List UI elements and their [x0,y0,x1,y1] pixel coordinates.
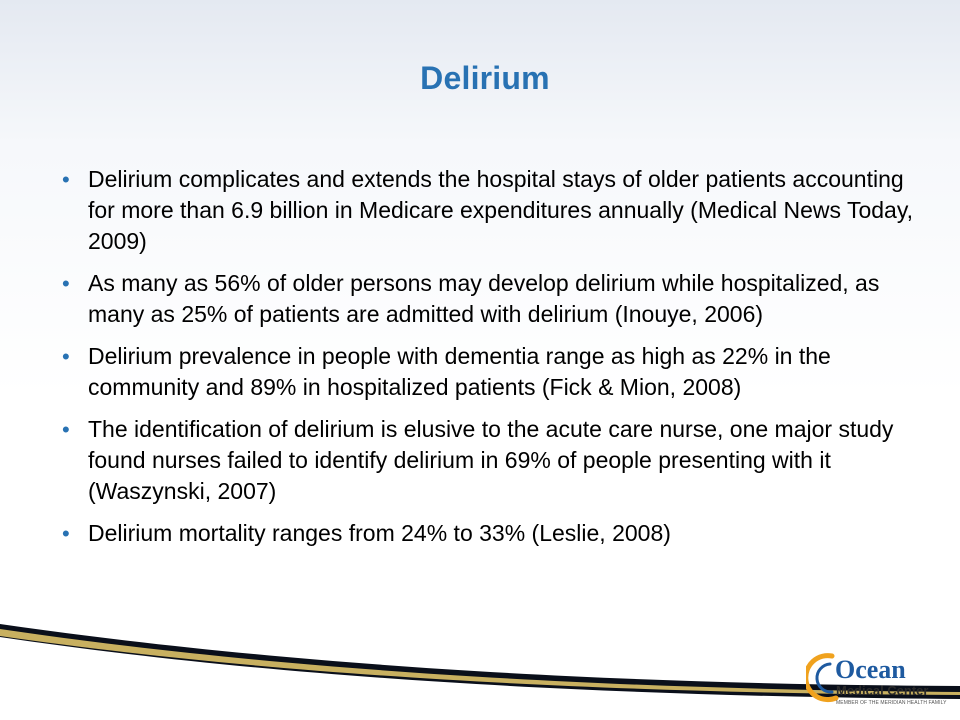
bullet-text: Delirium prevalence in people with dementia range as high as 22% in the community and 89% in hospitalized patients (Fick & Mion, 2008) [88,343,831,400]
bullet-item [62,341,920,403]
bullet-dot-icon: • [62,167,70,192]
bullet-item [62,414,920,507]
bullet-dot-icon: • [62,521,70,546]
logo-subtitle: Medical Center [836,683,929,698]
bullet-dot-icon: • [62,344,70,369]
logo-name: Ocean [835,655,906,684]
bullet-text: As many as 56% of older persons may develop delirium while hospitalized, as many as 25% of patients are admitted with delirium (Inouye, 2006) [88,270,880,327]
bullet-text: Delirium mortality ranges from 24% to 33% (Leslie, 2008) [88,520,671,546]
slide-title: Delirium [420,60,550,96]
bullet-dot-icon: • [62,271,70,296]
bullet-dot-icon: • [62,417,70,442]
bullet-item [62,164,920,257]
bullet-item [62,518,920,549]
logo-tagline: MEMBER OF THE MERIDIAN HEALTH FAMILY [836,700,947,706]
bullet-text: Delirium complicates and extends the hospital stays of older patients accounting for more than 6.9 billion in Medicare expenditures annually (Medical News Today, 2009) [88,166,914,254]
bullet-text: The identification of delirium is elusive to the acute care nurse, one major study found nurses failed to identify delirium in 69% of people presenting with it (Waszynski, 2007) [88,416,894,504]
ocean-medical-center-logo [806,652,947,714]
bullet-list [62,164,920,560]
bullet-item [62,268,920,330]
